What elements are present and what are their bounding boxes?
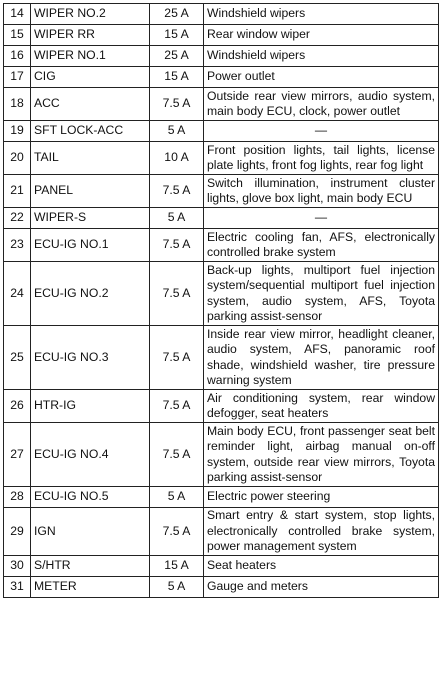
fuse-number: 16 — [4, 46, 31, 67]
fuse-amperage: 5 A — [150, 487, 204, 508]
fuse-number: 28 — [4, 487, 31, 508]
fuse-number: 19 — [4, 121, 31, 142]
fuse-name: ECU-IG NO.4 — [31, 423, 150, 487]
fuse-amperage: 7.5 A — [150, 175, 204, 208]
fuse-number: 30 — [4, 556, 31, 577]
fuse-name: METER — [31, 577, 150, 598]
fuse-amperage: 7.5 A — [150, 229, 204, 262]
fuse-amperage: 15 A — [150, 25, 204, 46]
fuse-circuit: Back-up lights, multiport fuel injection system/sequential multiport fuel injection system, audio system, AFS, Toyota parking assist-sensor — [204, 262, 439, 326]
fuse-name: ECU-IG NO.5 — [31, 487, 150, 508]
table-row — [4, 229, 439, 262]
fuse-circuit: Air conditioning system, rear window defogger, seat heaters — [204, 390, 439, 423]
fuse-name: HTR-IG — [31, 390, 150, 423]
fuse-number: 31 — [4, 577, 31, 598]
fuse-circuit: Windshield wipers — [204, 46, 439, 67]
fuse-circuit: Front position lights, tail lights, license plate lights, front fog lights, rear fog light — [204, 142, 439, 175]
fuse-name: TAIL — [31, 142, 150, 175]
fuse-amperage: 15 A — [150, 67, 204, 88]
table-row — [4, 25, 439, 46]
fuse-name: S/HTR — [31, 556, 150, 577]
fuse-number: 24 — [4, 262, 31, 326]
fuse-amperage: 7.5 A — [150, 88, 204, 121]
fuse-amperage: 25 A — [150, 46, 204, 67]
fuse-number: 21 — [4, 175, 31, 208]
fuse-name: WIPER-S — [31, 208, 150, 229]
table-row — [4, 423, 439, 487]
fuse-circuit: Gauge and meters — [204, 577, 439, 598]
fuse-name: ECU-IG NO.3 — [31, 326, 150, 390]
fuse-name: CIG — [31, 67, 150, 88]
fuse-number: 15 — [4, 25, 31, 46]
fuse-number: 17 — [4, 67, 31, 88]
fuse-number: 27 — [4, 423, 31, 487]
fuse-circuit: Inside rear view mirror, headlight cleaner, audio system, AFS, panoramic roof shade, windshield washer, tire pressure warning system — [204, 326, 439, 390]
table-row — [4, 508, 439, 556]
fuse-circuit: — — [204, 121, 439, 142]
fuse-circuit: Outside rear view mirrors, audio system, main body ECU, clock, power outlet — [204, 88, 439, 121]
fuse-name: PANEL — [31, 175, 150, 208]
fuse-number: 14 — [4, 4, 31, 25]
fuse-number: 22 — [4, 208, 31, 229]
fuse-amperage: 7.5 A — [150, 390, 204, 423]
table-row — [4, 175, 439, 208]
fuse-amperage: 15 A — [150, 556, 204, 577]
fuse-name: ECU-IG NO.1 — [31, 229, 150, 262]
fuse-circuit: Power outlet — [204, 67, 439, 88]
fuse-amperage: 25 A — [150, 4, 204, 25]
table-row — [4, 577, 439, 598]
fuse-circuit: Rear window wiper — [204, 25, 439, 46]
fuse-circuit: Electric power steering — [204, 487, 439, 508]
fuse-number: 29 — [4, 508, 31, 556]
table-row — [4, 46, 439, 67]
fuse-amperage: 5 A — [150, 577, 204, 598]
fuse-amperage: 7.5 A — [150, 326, 204, 390]
table-row — [4, 88, 439, 121]
table-row — [4, 142, 439, 175]
fuse-circuit: Smart entry & start system, stop lights, electronically controlled brake system, power management system — [204, 508, 439, 556]
fuse-number: 25 — [4, 326, 31, 390]
fuse-name: WIPER NO.1 — [31, 46, 150, 67]
fuse-name: WIPER NO.2 — [31, 4, 150, 25]
table-row — [4, 326, 439, 390]
fuse-circuit: — — [204, 208, 439, 229]
table-row — [4, 487, 439, 508]
fuse-number: 18 — [4, 88, 31, 121]
table-row — [4, 390, 439, 423]
fuse-name: IGN — [31, 508, 150, 556]
fuse-table — [3, 3, 439, 598]
fuse-number: 23 — [4, 229, 31, 262]
table-row — [4, 262, 439, 326]
fuse-table-body — [4, 4, 439, 598]
fuse-amperage: 10 A — [150, 142, 204, 175]
table-row — [4, 4, 439, 25]
fuse-name: SFT LOCK-ACC — [31, 121, 150, 142]
fuse-amperage: 5 A — [150, 121, 204, 142]
table-row — [4, 121, 439, 142]
fuse-amperage: 7.5 A — [150, 508, 204, 556]
table-row — [4, 208, 439, 229]
table-row — [4, 67, 439, 88]
fuse-circuit: Electric cooling fan, AFS, electronically controlled brake system — [204, 229, 439, 262]
fuse-circuit: Switch illumination, instrument cluster lights, glove box light, main body ECU — [204, 175, 439, 208]
fuse-name: WIPER RR — [31, 25, 150, 46]
fuse-number: 26 — [4, 390, 31, 423]
fuse-circuit: Seat heaters — [204, 556, 439, 577]
fuse-name: ACC — [31, 88, 150, 121]
table-row — [4, 556, 439, 577]
fuse-number: 20 — [4, 142, 31, 175]
fuse-name: ECU-IG NO.2 — [31, 262, 150, 326]
fuse-amperage: 7.5 A — [150, 262, 204, 326]
fuse-amperage: 5 A — [150, 208, 204, 229]
fuse-circuit: Windshield wipers — [204, 4, 439, 25]
fuse-amperage: 7.5 A — [150, 423, 204, 487]
fuse-circuit: Main body ECU, front passenger seat belt reminder light, airbag manual on-off system, outside rear view mirrors, Toyota parking assist-sensor — [204, 423, 439, 487]
